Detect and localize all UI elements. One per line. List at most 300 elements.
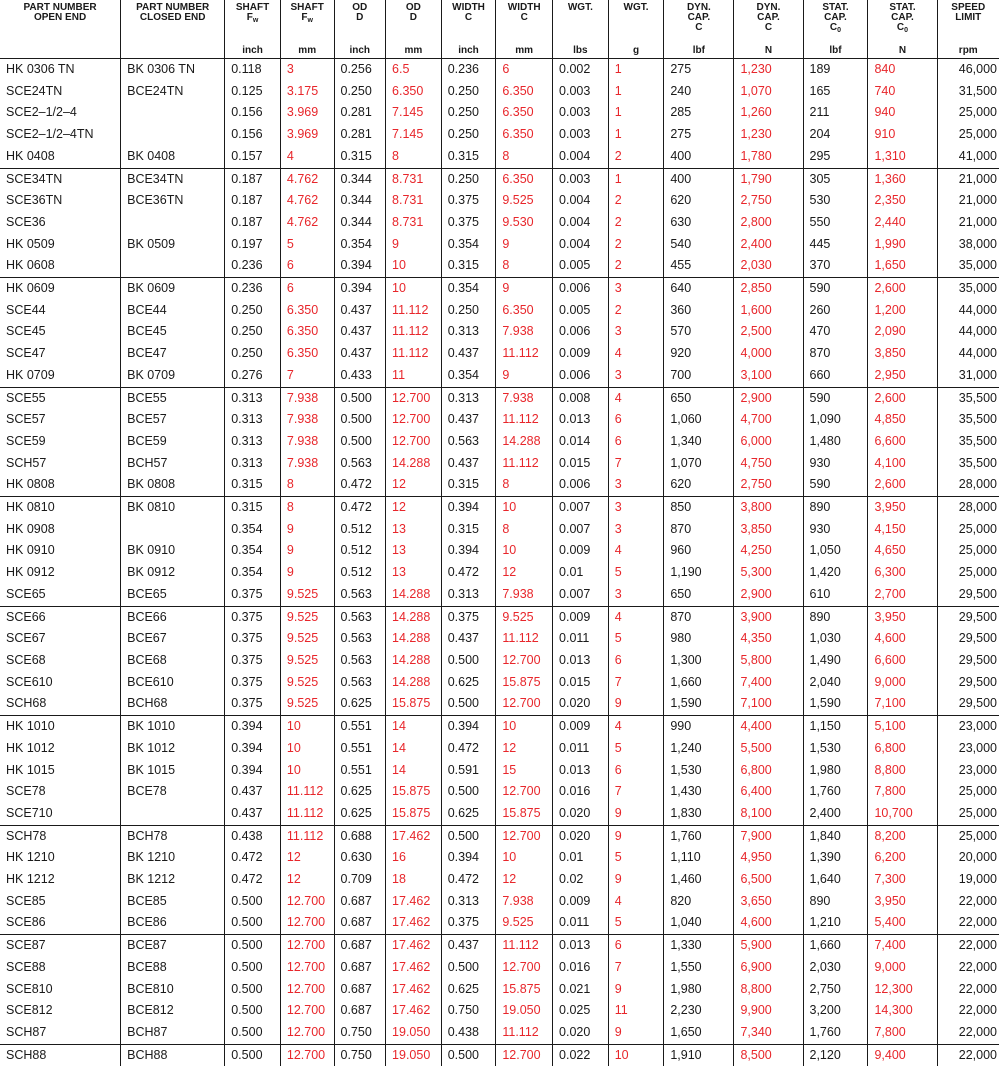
table-cell-part-open: SCH88 (0, 1044, 121, 1066)
table-row (0, 869, 999, 891)
table-cell-wgt-lbs: 0.011 (553, 628, 609, 650)
table-cell-width-in: 0.315 (441, 255, 496, 277)
table-cell-part-closed: BCE68 (121, 650, 225, 672)
table-cell-wgt-lbs: 0.002 (553, 59, 609, 81)
table-cell-wgt-g: 7 (608, 957, 664, 979)
table-cell-width-in: 0.437 (441, 628, 496, 650)
table-cell-speed: 41,000 (937, 146, 999, 168)
column-header-text: CAP. (868, 13, 936, 23)
table-cell-stat-n: 5,100 (868, 716, 937, 738)
table-cell-stat-n: 1,360 (868, 168, 937, 190)
table-cell-part-closed: BCH78 (121, 825, 225, 847)
table-cell-od-in: 0.433 (334, 365, 386, 387)
table-cell-od-mm: 6.5 (386, 59, 442, 81)
table-cell-wgt-lbs: 0.007 (553, 584, 609, 606)
table-cell-shaft-mm: 9 (280, 540, 334, 562)
table-cell-width-in: 0.375 (441, 212, 496, 234)
column-header-part-closed (121, 0, 225, 43)
table-cell-od-mm: 14.288 (386, 672, 442, 694)
table-row (0, 278, 999, 300)
table-cell-stat-n: 1,990 (868, 234, 937, 256)
table-cell-wgt-lbs: 0.020 (553, 825, 609, 847)
table-cell-od-mm: 13 (386, 562, 442, 584)
column-unit-wgt-lbs: lbs (553, 43, 609, 59)
table-cell-shaft-mm: 10 (280, 760, 334, 782)
table-cell-wgt-g: 3 (608, 497, 664, 519)
table-cell-stat-n: 7,800 (868, 1022, 937, 1044)
table-cell-wgt-lbs: 0.009 (553, 716, 609, 738)
table-cell-width-mm: 12.700 (496, 1044, 553, 1066)
table-cell-width-in: 0.438 (441, 1022, 496, 1044)
table-cell-wgt-lbs: 0.009 (553, 891, 609, 913)
column-unit-part-closed (121, 43, 225, 59)
column-header-text: D (335, 13, 386, 23)
table-cell-od-mm: 12.700 (386, 387, 442, 409)
table-cell-dyn-n: 8,800 (734, 979, 803, 1001)
table-cell-width-mm: 12 (496, 738, 553, 760)
table-cell-od-mm: 19.050 (386, 1044, 442, 1066)
table-cell-dyn-lbf: 920 (664, 343, 734, 365)
table-cell-width-mm: 9.525 (496, 190, 553, 212)
table-cell-wgt-lbs: 0.007 (553, 519, 609, 541)
table-cell-od-in: 0.625 (334, 781, 386, 803)
table-cell-part-open: SCH78 (0, 825, 121, 847)
table-cell-wgt-g: 4 (608, 716, 664, 738)
table-cell-width-mm: 9.525 (496, 912, 553, 934)
table-cell-part-open: SCE47 (0, 343, 121, 365)
table-cell-width-mm: 12.700 (496, 781, 553, 803)
table-cell-od-mm: 10 (386, 278, 442, 300)
table-cell-wgt-lbs: 0.004 (553, 190, 609, 212)
table-cell-od-in: 0.344 (334, 212, 386, 234)
table-cell-dyn-lbf: 1,910 (664, 1044, 734, 1066)
table-cell-stat-n: 3,850 (868, 343, 937, 365)
table-cell-dyn-n: 7,340 (734, 1022, 803, 1044)
table-cell-wgt-lbs: 0.013 (553, 650, 609, 672)
table-cell-wgt-lbs: 0.007 (553, 497, 609, 519)
table-cell-shaft-in: 0.313 (225, 431, 281, 453)
column-header-text: DYN. (664, 3, 733, 13)
table-cell-stat-n: 4,600 (868, 628, 937, 650)
table-cell-shaft-mm: 12 (280, 847, 334, 869)
column-header-symbol: $F_w$ (281, 13, 334, 23)
table-cell-od-mm: 12 (386, 497, 442, 519)
table-cell-width-in: 0.500 (441, 825, 496, 847)
table-cell-od-in: 0.687 (334, 891, 386, 913)
table-cell-width-in: 0.315 (441, 146, 496, 168)
table-cell-width-mm: 10 (496, 716, 553, 738)
table-cell-od-mm: 14 (386, 738, 442, 760)
table-cell-part-closed: BK 0808 (121, 474, 225, 496)
table-cell-od-mm: 17.462 (386, 979, 442, 1001)
table-cell-part-closed: BCE24TN (121, 81, 225, 103)
table-cell-od-in: 0.344 (334, 168, 386, 190)
table-cell-wgt-lbs: 0.008 (553, 387, 609, 409)
table-cell-part-closed (121, 519, 225, 541)
table-cell-dyn-lbf: 1,760 (664, 825, 734, 847)
table-cell-od-mm: 11 (386, 365, 442, 387)
table-cell-width-mm: 8 (496, 519, 553, 541)
table-cell-speed: 23,000 (937, 716, 999, 738)
table-cell-width-in: 0.625 (441, 979, 496, 1001)
table-row (0, 716, 999, 738)
table-cell-od-in: 0.688 (334, 825, 386, 847)
table-cell-stat-lbf: 1,480 (803, 431, 868, 453)
table-cell-dyn-n: 1,780 (734, 146, 803, 168)
table-cell-shaft-in: 0.500 (225, 979, 281, 1001)
table-cell-dyn-n: 2,800 (734, 212, 803, 234)
table-cell-wgt-lbs: 0.01 (553, 562, 609, 584)
table-cell-shaft-in: 0.197 (225, 234, 281, 256)
table-cell-stat-lbf: 370 (803, 255, 868, 277)
column-header-text: D (386, 13, 441, 23)
table-cell-dyn-n: 4,950 (734, 847, 803, 869)
table-cell-part-open: HK 1012 (0, 738, 121, 760)
table-cell-dyn-n: 7,100 (734, 693, 803, 715)
table-cell-width-mm: 6.350 (496, 81, 553, 103)
table-row (0, 935, 999, 957)
table-cell-speed: 21,000 (937, 212, 999, 234)
table-cell-od-mm: 14.288 (386, 650, 442, 672)
table-cell-dyn-n: 2,400 (734, 234, 803, 256)
table-cell-dyn-n: 4,700 (734, 409, 803, 431)
table-cell-stat-lbf: 2,120 (803, 1044, 868, 1066)
table-cell-width-mm: 15.875 (496, 803, 553, 825)
table-cell-width-mm: 7.938 (496, 387, 553, 409)
table-cell-shaft-in: 0.354 (225, 562, 281, 584)
column-header-text: WGT. (553, 3, 608, 13)
table-cell-dyn-n: 4,600 (734, 912, 803, 934)
table-cell-part-open: HK 0810 (0, 497, 121, 519)
table-row (0, 562, 999, 584)
table-cell-stat-lbf: 890 (803, 891, 868, 913)
table-cell-wgt-lbs: 0.005 (553, 255, 609, 277)
table-cell-shaft-mm: 12 (280, 869, 334, 891)
table-cell-dyn-lbf: 240 (664, 81, 734, 103)
table-cell-wgt-g: 2 (608, 212, 664, 234)
table-cell-width-in: 0.472 (441, 738, 496, 760)
table-cell-width-mm: 6.350 (496, 124, 553, 146)
table-cell-dyn-lbf: 2,230 (664, 1000, 734, 1022)
table-cell-wgt-lbs: 0.004 (553, 212, 609, 234)
table-row (0, 891, 999, 913)
column-header-text: STAT. (804, 3, 868, 13)
table-cell-speed: 22,000 (937, 957, 999, 979)
table-cell-width-mm: 11.112 (496, 409, 553, 431)
column-unit-stat-n: N (868, 43, 937, 59)
table-cell-shaft-in: 0.187 (225, 212, 281, 234)
column-header-text: WIDTH (442, 3, 496, 13)
table-cell-stat-n: 3,950 (868, 606, 937, 628)
table-cell-dyn-lbf: 1,430 (664, 781, 734, 803)
table-cell-dyn-n: 2,850 (734, 278, 803, 300)
table-cell-wgt-g: 9 (608, 1022, 664, 1044)
table-cell-od-in: 0.563 (334, 650, 386, 672)
table-cell-part-closed: BCE810 (121, 979, 225, 1001)
table-cell-dyn-n: 7,400 (734, 672, 803, 694)
table-cell-width-mm: 9 (496, 234, 553, 256)
table-cell-speed: 29,500 (937, 628, 999, 650)
table-cell-shaft-mm: 6.350 (280, 300, 334, 322)
table-cell-wgt-g: 11 (608, 1000, 664, 1022)
table-cell-dyn-lbf: 650 (664, 584, 734, 606)
table-cell-dyn-n: 4,400 (734, 716, 803, 738)
table-cell-od-mm: 17.462 (386, 1000, 442, 1022)
table-cell-width-mm: 12.700 (496, 825, 553, 847)
table-cell-dyn-lbf: 1,060 (664, 409, 734, 431)
table-cell-stat-lbf: 260 (803, 300, 868, 322)
table-cell-stat-lbf: 1,760 (803, 1022, 868, 1044)
table-cell-dyn-lbf: 400 (664, 168, 734, 190)
table-row (0, 979, 999, 1001)
table-cell-od-mm: 8 (386, 146, 442, 168)
table-cell-shaft-in: 0.313 (225, 387, 281, 409)
table-cell-dyn-lbf: 1,070 (664, 453, 734, 475)
table-cell-shaft-in: 0.354 (225, 519, 281, 541)
column-header-text: PART NUMBER (121, 3, 224, 13)
table-row (0, 59, 999, 81)
table-cell-wgt-g: 3 (608, 278, 664, 300)
table-cell-shaft-mm: 9.525 (280, 693, 334, 715)
table-cell-width-in: 0.313 (441, 387, 496, 409)
table-cell-od-mm: 11.112 (386, 343, 442, 365)
table-cell-speed: 29,500 (937, 606, 999, 628)
table-cell-dyn-lbf: 630 (664, 212, 734, 234)
table-cell-shaft-in: 0.394 (225, 716, 281, 738)
table-cell-width-in: 0.250 (441, 124, 496, 146)
table-cell-od-in: 0.687 (334, 912, 386, 934)
column-header-text: CAP. (804, 13, 868, 23)
table-row (0, 650, 999, 672)
table-cell-stat-lbf: 930 (803, 453, 868, 475)
table-cell-shaft-mm: 12.700 (280, 891, 334, 913)
table-cell-wgt-lbs: 0.016 (553, 781, 609, 803)
table-cell-wgt-g: 5 (608, 847, 664, 869)
table-cell-speed: 21,000 (937, 168, 999, 190)
table-cell-stat-n: 6,300 (868, 562, 937, 584)
table-cell-wgt-g: 6 (608, 409, 664, 431)
table-cell-dyn-n: 8,500 (734, 1044, 803, 1066)
table-cell-width-in: 0.625 (441, 803, 496, 825)
table-cell-od-in: 0.472 (334, 497, 386, 519)
table-cell-wgt-lbs: 0.015 (553, 453, 609, 475)
table-cell-dyn-n: 2,900 (734, 584, 803, 606)
table-cell-speed: 44,000 (937, 321, 999, 343)
table-cell-stat-n: 1,310 (868, 146, 937, 168)
table-cell-stat-lbf: 1,030 (803, 628, 868, 650)
table-cell-part-closed: BCE86 (121, 912, 225, 934)
table-cell-shaft-mm: 4.762 (280, 168, 334, 190)
table-cell-wgt-g: 9 (608, 869, 664, 891)
column-unit-speed: rpm (937, 43, 999, 59)
column-header-symbol: $C_0$ (804, 23, 868, 33)
table-cell-od-in: 0.551 (334, 760, 386, 782)
table-cell-od-in: 0.709 (334, 869, 386, 891)
table-cell-od-mm: 13 (386, 540, 442, 562)
table-cell-stat-lbf: 1,210 (803, 912, 868, 934)
table-cell-part-closed: BCE44 (121, 300, 225, 322)
table-row (0, 693, 999, 715)
table-cell-stat-n: 940 (868, 102, 937, 124)
table-cell-wgt-lbs: 0.003 (553, 102, 609, 124)
table-cell-od-mm: 15.875 (386, 781, 442, 803)
table-cell-part-open: HK 0912 (0, 562, 121, 584)
table-cell-width-mm: 9 (496, 278, 553, 300)
table-cell-speed: 35,500 (937, 409, 999, 431)
table-cell-part-open: SCE710 (0, 803, 121, 825)
table-cell-dyn-lbf: 1,330 (664, 935, 734, 957)
column-header-text: CLOSED END (121, 13, 224, 23)
table-cell-part-open: SCE36TN (0, 190, 121, 212)
table-cell-shaft-mm: 7.938 (280, 409, 334, 431)
table-cell-part-open: HK 1212 (0, 869, 121, 891)
column-header-speed (937, 0, 999, 43)
table-cell-stat-lbf: 1,490 (803, 650, 868, 672)
table-cell-od-in: 0.687 (334, 1000, 386, 1022)
table-cell-stat-lbf: 1,660 (803, 935, 868, 957)
table-cell-speed: 31,000 (937, 365, 999, 387)
column-header-text: OPEN END (0, 13, 120, 23)
table-cell-width-mm: 11.112 (496, 343, 553, 365)
table-cell-shaft-mm: 8 (280, 497, 334, 519)
table-cell-width-mm: 7.938 (496, 584, 553, 606)
table-cell-wgt-g: 3 (608, 365, 664, 387)
table-cell-width-in: 0.394 (441, 716, 496, 738)
table-cell-stat-n: 840 (868, 59, 937, 81)
table-cell-width-in: 0.591 (441, 760, 496, 782)
table-cell-stat-lbf: 1,980 (803, 760, 868, 782)
table-cell-od-in: 0.394 (334, 278, 386, 300)
table-cell-width-mm: 19.050 (496, 1000, 553, 1022)
table-cell-width-in: 0.437 (441, 409, 496, 431)
table-cell-wgt-lbs: 0.021 (553, 979, 609, 1001)
table-cell-wgt-lbs: 0.014 (553, 431, 609, 453)
table-cell-wgt-lbs: 0.011 (553, 738, 609, 760)
table-cell-part-closed: BCH88 (121, 1044, 225, 1066)
table-cell-shaft-mm: 3.969 (280, 102, 334, 124)
table-cell-wgt-lbs: 0.016 (553, 957, 609, 979)
table-cell-dyn-lbf: 620 (664, 474, 734, 496)
table-cell-shaft-mm: 12.700 (280, 1000, 334, 1022)
table-cell-part-closed: BCH87 (121, 1022, 225, 1044)
column-header-text: PART NUMBER (0, 3, 120, 13)
table-cell-od-in: 0.563 (334, 453, 386, 475)
table-cell-part-closed: BK 0912 (121, 562, 225, 584)
table-cell-shaft-in: 0.187 (225, 168, 281, 190)
table-cell-shaft-in: 0.394 (225, 738, 281, 760)
table-cell-part-closed: BCH68 (121, 693, 225, 715)
table-cell-stat-lbf: 610 (803, 584, 868, 606)
table-cell-speed: 35,000 (937, 255, 999, 277)
table-cell-od-in: 0.687 (334, 957, 386, 979)
table-cell-wgt-g: 10 (608, 1044, 664, 1066)
table-cell-dyn-n: 2,900 (734, 387, 803, 409)
table-cell-shaft-in: 0.354 (225, 540, 281, 562)
table-cell-wgt-g: 4 (608, 540, 664, 562)
table-cell-stat-n: 6,800 (868, 738, 937, 760)
table-cell-part-open: HK 0408 (0, 146, 121, 168)
table-cell-part-open: SCE86 (0, 912, 121, 934)
table-cell-part-open: SCE78 (0, 781, 121, 803)
table-cell-speed: 25,000 (937, 124, 999, 146)
table-cell-stat-lbf: 1,640 (803, 869, 868, 891)
table-cell-wgt-lbs: 0.009 (553, 343, 609, 365)
table-cell-wgt-lbs: 0.015 (553, 672, 609, 694)
table-cell-shaft-in: 0.375 (225, 672, 281, 694)
table-cell-dyn-lbf: 1,240 (664, 738, 734, 760)
table-cell-stat-n: 2,350 (868, 190, 937, 212)
table-cell-part-open: SCE87 (0, 935, 121, 957)
table-cell-dyn-lbf: 285 (664, 102, 734, 124)
table-cell-od-in: 0.630 (334, 847, 386, 869)
table-cell-shaft-mm: 4.762 (280, 212, 334, 234)
table-cell-od-mm: 14.288 (386, 628, 442, 650)
table-cell-wgt-lbs: 0.003 (553, 168, 609, 190)
table-cell-od-mm: 6.350 (386, 81, 442, 103)
table-row (0, 453, 999, 475)
table-cell-part-open: SCH87 (0, 1022, 121, 1044)
table-cell-part-closed (121, 255, 225, 277)
table-cell-width-mm: 9.530 (496, 212, 553, 234)
table-cell-dyn-lbf: 400 (664, 146, 734, 168)
table-cell-wgt-lbs: 0.013 (553, 935, 609, 957)
table-cell-dyn-lbf: 620 (664, 190, 734, 212)
table-cell-dyn-lbf: 1,040 (664, 912, 734, 934)
column-unit-wgt-g: g (608, 43, 664, 59)
table-cell-shaft-in: 0.236 (225, 278, 281, 300)
table-cell-speed: 25,000 (937, 519, 999, 541)
table-cell-wgt-lbs: 0.004 (553, 234, 609, 256)
table-cell-speed: 28,000 (937, 474, 999, 496)
table-cell-stat-lbf: 930 (803, 519, 868, 541)
table-cell-speed: 35,500 (937, 387, 999, 409)
table-cell-od-mm: 7.145 (386, 102, 442, 124)
table-cell-dyn-lbf: 360 (664, 300, 734, 322)
table-cell-wgt-lbs: 0.006 (553, 321, 609, 343)
table-cell-od-in: 0.625 (334, 803, 386, 825)
table-cell-dyn-lbf: 820 (664, 891, 734, 913)
table-cell-dyn-lbf: 1,550 (664, 957, 734, 979)
table-cell-shaft-in: 0.500 (225, 891, 281, 913)
table-cell-width-mm: 11.112 (496, 1022, 553, 1044)
table-cell-part-closed: BK 0910 (121, 540, 225, 562)
table-row (0, 957, 999, 979)
table-row (0, 365, 999, 387)
table-row (0, 803, 999, 825)
table-cell-od-in: 0.437 (334, 343, 386, 365)
table-cell-wgt-g: 6 (608, 935, 664, 957)
table-cell-part-closed: BCE87 (121, 935, 225, 957)
table-row (0, 781, 999, 803)
table-row (0, 497, 999, 519)
table-cell-part-closed: BK 0306 TN (121, 59, 225, 81)
table-cell-od-in: 0.315 (334, 146, 386, 168)
table-cell-part-open: SCE2–1/2–4 (0, 102, 121, 124)
table-row (0, 738, 999, 760)
table-cell-stat-lbf: 2,400 (803, 803, 868, 825)
table-cell-od-in: 0.687 (334, 979, 386, 1001)
table-cell-stat-lbf: 165 (803, 81, 868, 103)
table-cell-shaft-mm: 6 (280, 278, 334, 300)
table-cell-part-closed: BCE47 (121, 343, 225, 365)
table-cell-width-in: 0.500 (441, 957, 496, 979)
table-cell-part-open: HK 1010 (0, 716, 121, 738)
table-cell-dyn-n: 1,230 (734, 124, 803, 146)
table-cell-part-closed: BK 1010 (121, 716, 225, 738)
table-cell-stat-lbf: 1,390 (803, 847, 868, 869)
table-cell-shaft-in: 0.236 (225, 255, 281, 277)
table-cell-part-open: SCE88 (0, 957, 121, 979)
